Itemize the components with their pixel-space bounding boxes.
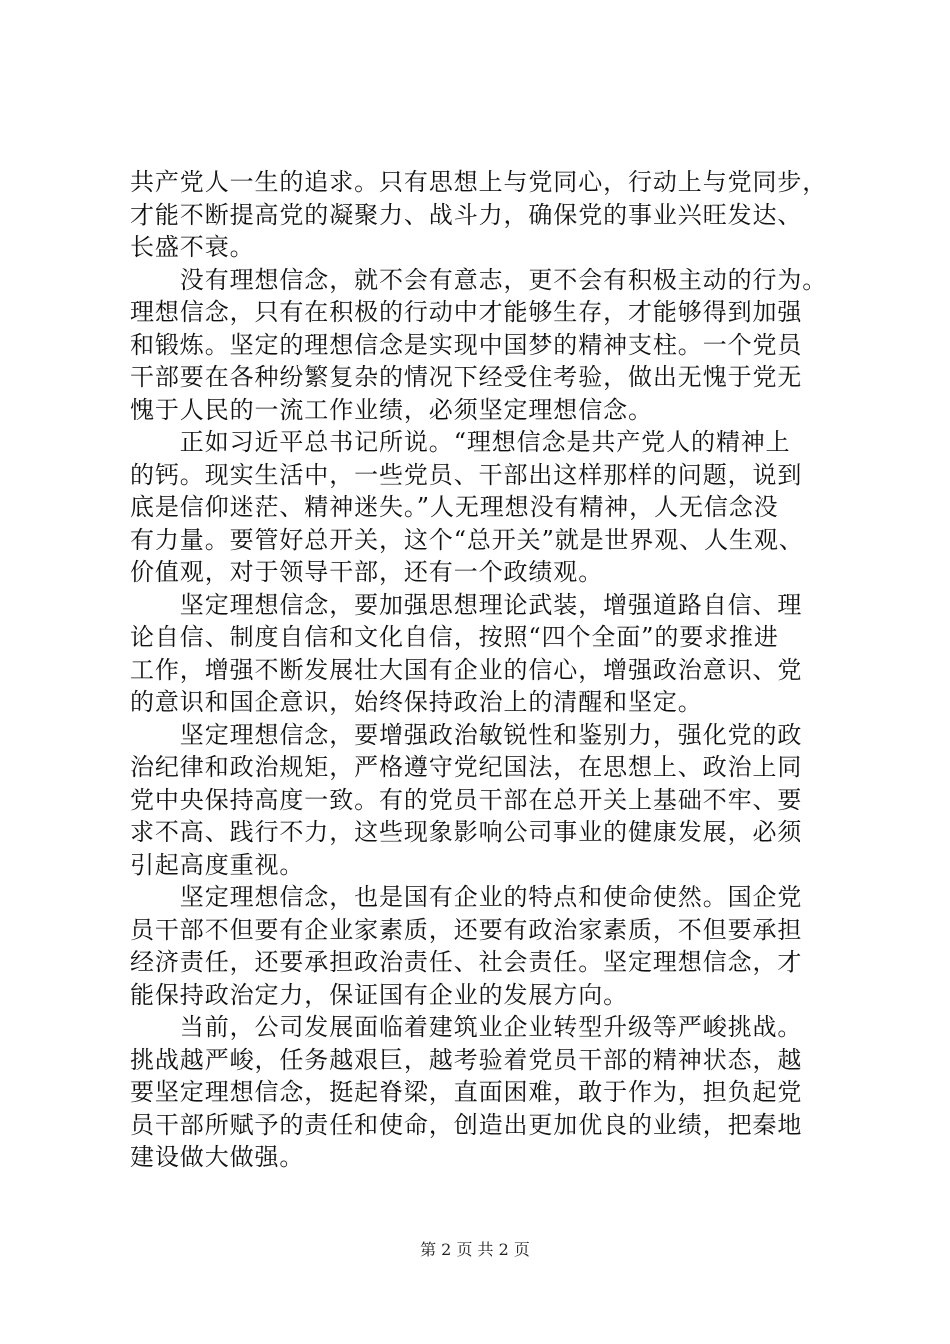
text-line: 正如习近平总书记所说。“理想信念是共产党人的精神上: [130, 428, 791, 456]
text-line: 干部要在各种纷繁复杂的情况下经受住考验，做出无愧于党无: [130, 363, 803, 391]
text-line: 经济责任，还要承担政治责任、社会责任。坚定理想信念，才: [130, 948, 803, 976]
text-line: 治纪律和政治规矩，严格遵守党纪国法，在思想上、政治上同: [130, 753, 803, 781]
text-line: 才能不断提高党的凝聚力、战斗力，确保党的事业兴旺发达、: [130, 200, 803, 229]
text-line: 引起高度重视。: [130, 850, 305, 879]
text-line: 长盛不衰。: [130, 233, 255, 261]
text-line: 坚定理想信念，要加强思想理论武装，增强道路自信、理: [130, 590, 803, 619]
text-line: 论自信、制度自信和文化自信，按照“四个全面”的要求推进: [130, 623, 779, 651]
text-line: 价值观，对于领导干部，还有一个政绩观。: [130, 558, 604, 586]
text-line: 坚定理想信念，要增强政治敏锐性和鉴别力，强化党的政: [130, 720, 803, 749]
text-line: 有力量。要管好总开关，这个“总开关”就是世界观、人生观、: [130, 525, 804, 554]
text-line: 底是信仰迷茫、精神迷失。”人无理想没有精神，人无信念没: [130, 493, 779, 521]
text-line: 能保持政治定力，保证国有企业的发展方向。: [130, 980, 628, 1009]
text-line: 理想信念，只有在积极的行动中才能够生存，才能够得到加强: [130, 298, 803, 326]
text-line: 和锻炼。坚定的理想信念是实现中国梦的精神支柱。一个党员: [130, 330, 803, 359]
text-line: 员干部所赋予的责任和使命，创造出更加优良的业绩，把秦地: [130, 1110, 803, 1139]
text-line: 愧于人民的一流工作业绩，必须坚定理想信念。: [130, 395, 653, 424]
text-line: 建设做大做强。: [130, 1143, 305, 1171]
text-line: 的意识和国企意识，始终保持政治上的清醒和坚定。: [130, 688, 703, 716]
page-footer: [0, 1240, 950, 1260]
text-line: 工作，增强不断发展壮大国有企业的信心，增强政治意识、党: [130, 655, 803, 684]
text-line: 坚定理想信念，也是国有企业的特点和使命使然。国企党: [130, 883, 803, 911]
text-line: 员干部不但要有企业家素质，还要有政治家素质，不但要承担: [130, 915, 803, 944]
text-line: 求不高、践行不力，这些现象影响公司事业的健康发展，必须: [130, 818, 803, 846]
text-line: 挑战越严峻，任务越艰巨，越考验着党员干部的精神状态，越: [130, 1045, 803, 1074]
text-line: 党中央保持高度一致。有的党员干部在总开关上基础不牢、要: [130, 785, 803, 814]
document-body: [130, 166, 850, 1174]
text-line: 共产党人一生的追求。只有思想上与党同心，行动上与党同步，: [130, 168, 828, 196]
text-line: 的钙。现实生活中，一些党员、干部出这样那样的问题，说到: [130, 460, 803, 489]
page-number-label: 第 2 页 共 2 页: [420, 1240, 530, 1259]
text-line: 要坚定理想信念，挺起脊梁，直面困难，敢于作为，担负起党: [130, 1078, 803, 1106]
text-line: 没有理想信念，就不会有意志，更不会有积极主动的行为。: [130, 265, 828, 294]
text-line: 当前，公司发展面临着建筑业企业转型升级等严峻挑战。: [130, 1013, 803, 1041]
